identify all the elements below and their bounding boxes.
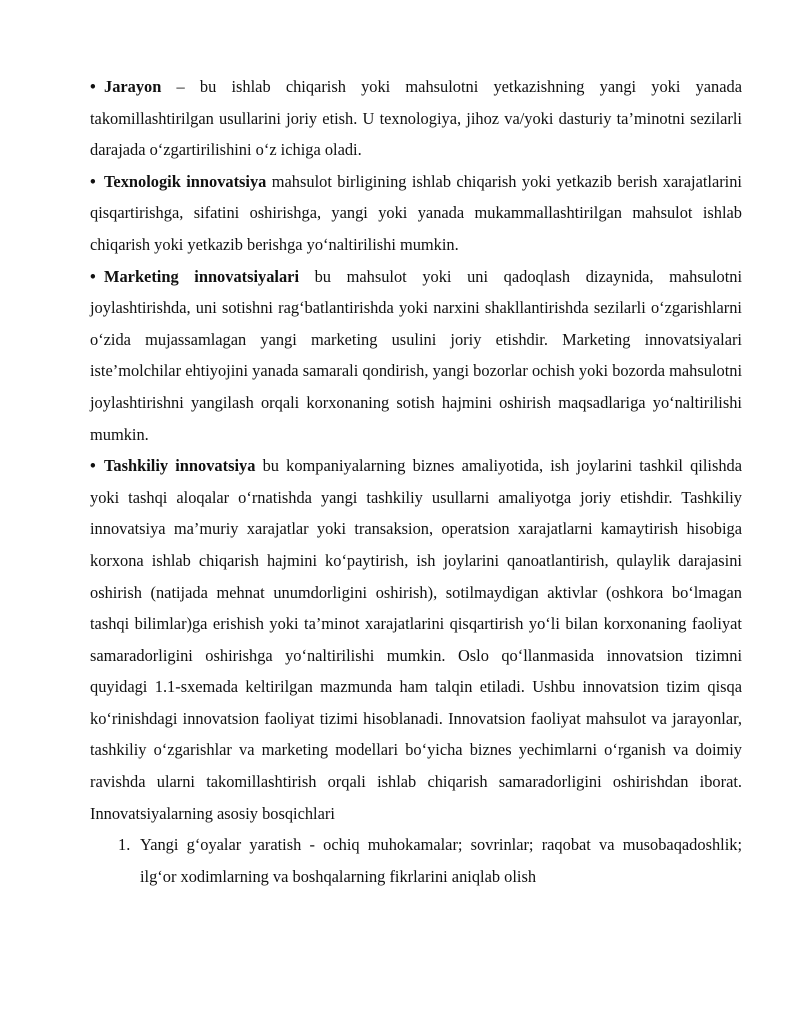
paragraph-texnologik-innovatsiya: [90, 166, 742, 261]
document-page: [90, 71, 742, 892]
bullet-marker: •: [90, 266, 96, 286]
bullet-marker: •: [90, 77, 96, 96]
term-jarayon: Jarayon: [104, 77, 162, 96]
paragraph-text: – bu ishlab chiqarish yoki mahsulotni yetkazishning yangi yoki yanada takomillashtirilgan usullarini joriy etish. U texnologiya, jihoz va/yoki dasturiy ta’minotni sezilarli darajada o‘zgartirilishini o‘z ichiga oladi.: [90, 77, 742, 160]
list-number: 1.: [118, 835, 131, 855]
term-texnologik-innovatsiya: Texnologik innovatsiya: [104, 171, 267, 191]
paragraph-text: bu mahsulot yoki uni qadoqlash dizaynida, mahsulotni joylashtirishda, uni sotishni rag‘batlantirishda yoki narxini shakllantirishda sezilarli o‘zgarishlarni o‘zida mujassamlagan yangi marketing usulini joriy etishdir. Marketing innovatsiyalari iste’molchilar ehtiyojini yanada samarali qondirish, yangi bozorlar ochish yoki bozorda mahsulotni joylashtirishni yangilash orqali korxonaning sotish hajmini oshirish maqsadlariga yo‘naltirilishi mumkin.: [90, 266, 742, 444]
numbered-list: [90, 829, 742, 892]
paragraph-marketing-innovatsiyalari: [90, 261, 742, 451]
list-item: [90, 829, 742, 892]
paragraph-text: bu kompaniyalarning biznes amaliyotida, ish joylarini tashkil qilishda yoki tashqi aloqalar o‘rnatishda yangi tashkiliy usullarni amaliyotga joriy etishdir. Tashkiliy innovatsiya ma’muriy xarajatlar yoki transaksion, operatsion xarajatlarni kamaytirish hisobiga korxona ishlab chiqarish hajmini ko‘paytirish, ish joylarini qanoatlantirish, qulaylik darajasini oshirish (natijada mehnat unumdorligini oshirish), sotilmaydigan aktivlar (oshkora bo‘lmagan tashqi bilimlar)ga erishish yoki ta’minot xarajatlarini qisqartirish yo‘li bilan korxonaning faoliyat samaradorligini oshirishga yo‘naltirilishi mumkin. Oslo qo‘llanmasida innovatsion tizimni quyidagi 1.1-sxemada keltirilgan mazmunda ham talqin etiladi. Ushbu innovatsion tizim qisqa ko‘rinishdagi innovatsion faoliyat tizimi hisoblanadi. Innovatsion faoliyat mahsulot va jarayonlar, tashkiliy o‘zgarishlar va marketing modellari bo‘yicha biznes yechimlarni o‘rganish va doimiy ravishda ularni takomillashtirish orqali ishlab chiqarish samaradorligini oshirishdan iborat. Innovatsiyalarning asosiy bosqichlari: [90, 456, 743, 823]
term-tashkiliy-innovatsiya: Tashkiliy innovatsiya: [104, 456, 256, 476]
paragraph-text: mahsulot birligining ishlab chiqarish yoki yetkazib berish xarajatlarini qisqartirishga, sifatini oshirishga, yangi yoki yanada mukammallashtirilgan mahsulot ishlab chiqarish yoki yetkazib berishga yo‘naltirilishi mumkin.: [90, 171, 742, 254]
paragraph-jarayon: [90, 71, 742, 166]
bullet-marker: •: [90, 171, 96, 191]
paragraph-tashkiliy-innovatsiya: [90, 450, 742, 829]
list-item-text: Yangi g‘oyalar yaratish - ochiq muhokamalar; sovrinlar; raqobat va musobaqadoshlik; ilg‘or xodimlarning va boshqalarning fikrlarini aniqlab olish: [140, 835, 742, 886]
term-marketing-innovatsiyalari: Marketing innovatsiyalari: [104, 266, 299, 286]
bullet-marker: •: [90, 456, 96, 476]
